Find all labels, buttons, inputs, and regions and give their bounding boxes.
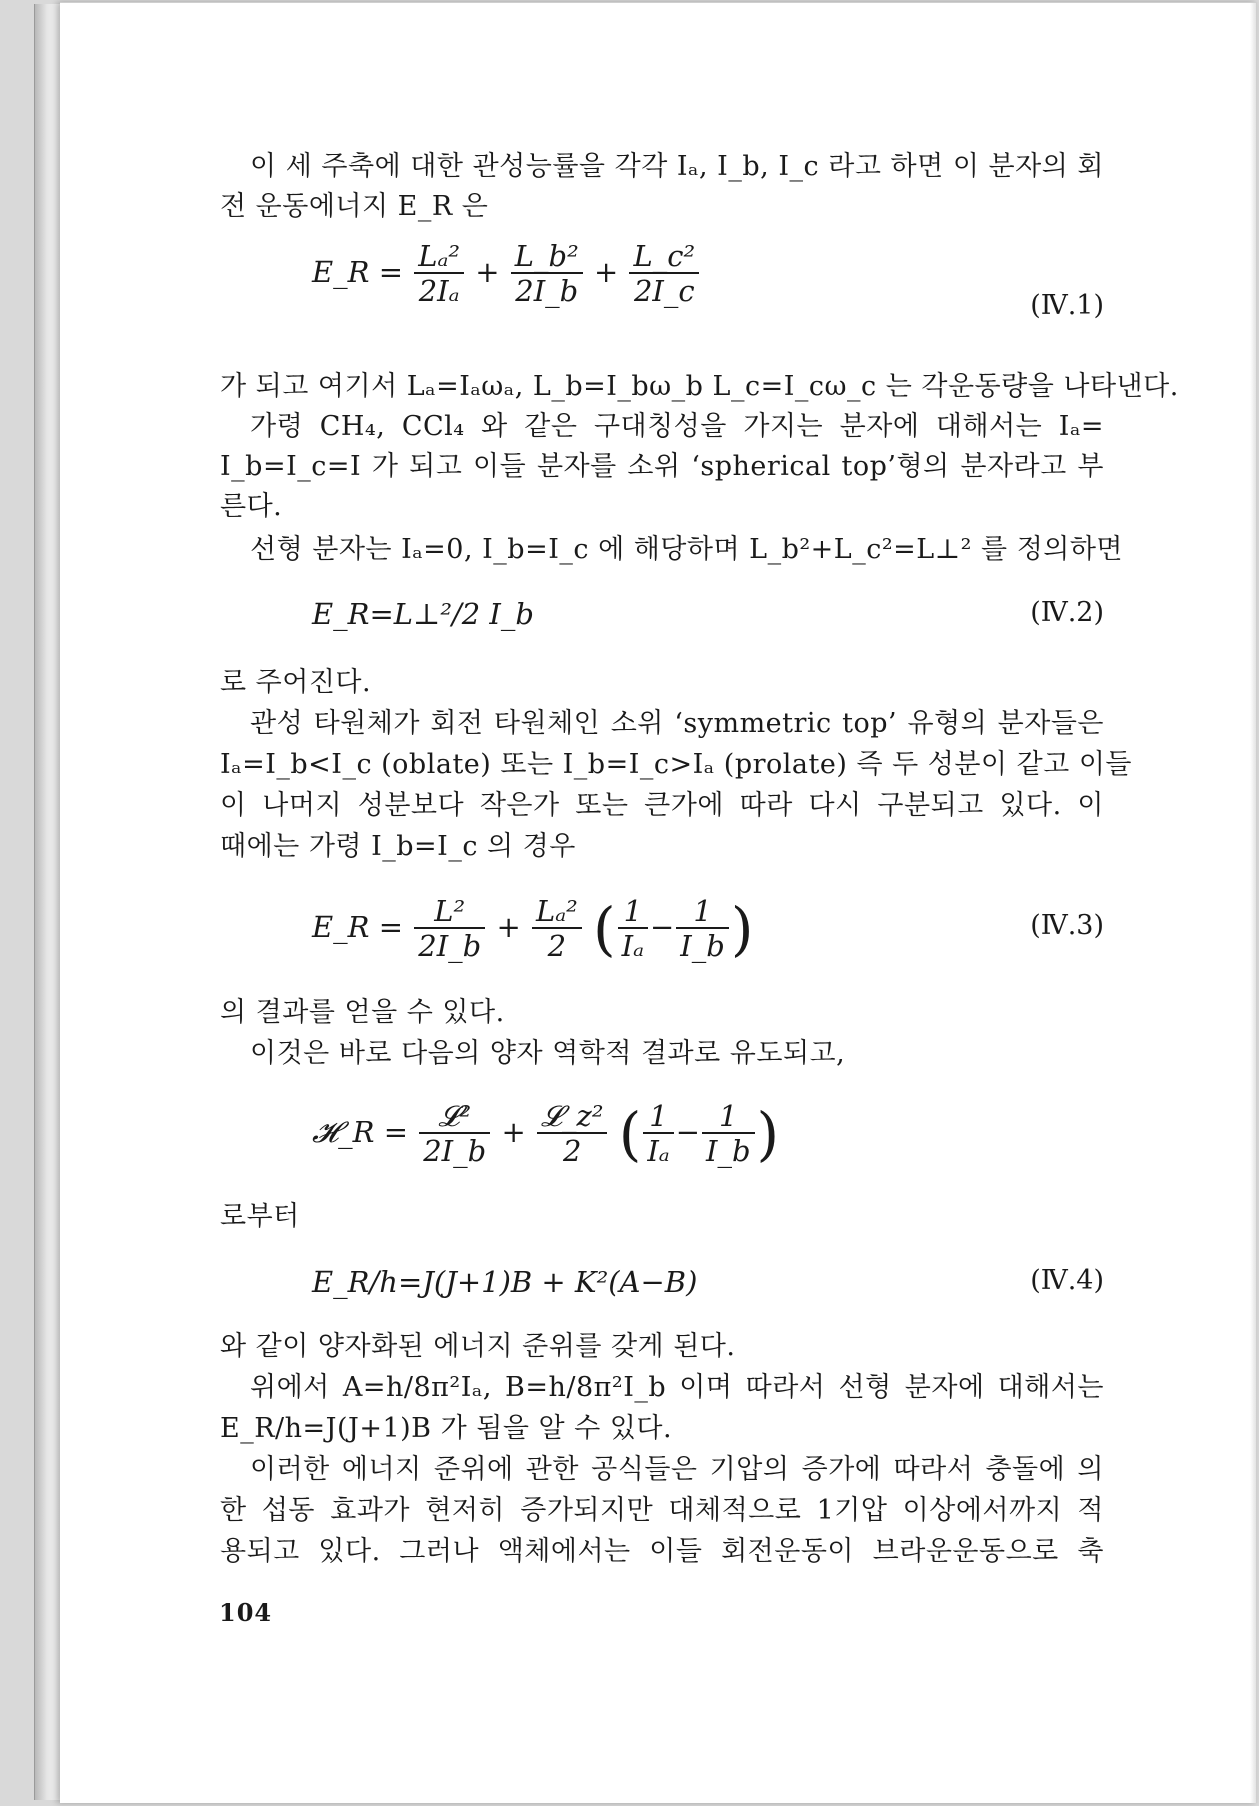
denominator: Iₐ [621,929,644,963]
text-line: I_b=I_c=I 가 되고 이들 분자를 소위 ‘spherical top’형의 분자라고 부 [220,451,1104,482]
fraction [702,1100,755,1168]
eq-lhs: E_R = [312,910,404,944]
fraction [643,1100,673,1168]
equation-hamiltonian [312,1100,779,1168]
plus-sign: + [501,1115,526,1149]
numerator: 1 [618,895,648,929]
right-paren: ) [730,895,754,963]
numerator: L_b² [511,240,583,274]
plus-sign: + [475,255,500,289]
eq-lhs: E_R = [312,255,404,289]
left-paren: ( [592,895,616,963]
equation-iv-4: E_R/h=J(J+1)B + K²(A−B) [312,1265,698,1299]
page-edge [1250,3,1256,1803]
text-line: 와 같이 양자화된 에너지 준위를 갖게 된다. [220,1331,736,1362]
text-line: 전 운동에너지 E_R 은 [220,191,489,222]
numerator: L² [414,895,485,929]
plus-sign: + [496,910,521,944]
fraction [629,240,699,308]
minus-sign: − [649,910,675,944]
denominator: 2 [562,1134,582,1168]
text-line: 이 세 주축에 대한 관성능률을 각각 Iₐ, I_b, I_c 라고 하면 이 분자의 회 [250,151,1104,182]
text-line: 의 결과를 얻을 수 있다. [220,997,505,1028]
equation-number: (Ⅳ.1) [1030,290,1104,321]
denominator: I_b [680,929,725,963]
equation-number: (Ⅳ.3) [1030,910,1104,941]
right-paren: ) [756,1100,780,1168]
equation-iv-2: E_R=L⊥²/2 I_b [312,597,534,631]
denominator: Iₐ [647,1134,670,1168]
numerator: 𝓛_z² [537,1100,608,1134]
denominator: 2 [547,929,567,963]
eq-lhs: 𝓗_R = [312,1115,409,1149]
denominator: 2I_b [423,1134,487,1168]
text-line: 관성 타원체가 회전 타원체인 소위 ‘symmetric top’ 유형의 분자들은 [250,708,1104,739]
text-line: 이러한 에너지 준위에 관한 공식들은 기압의 증가에 따라서 충돌에 의 [250,1454,1104,1485]
fraction [537,1100,608,1168]
text-line: E_R/h=J(J+1)B 가 됨을 알 수 있다. [220,1413,673,1444]
equation-number: (Ⅳ.2) [1030,597,1104,628]
numerator: Lₐ² [414,240,464,274]
text-line: 른다. [220,491,283,522]
fraction [419,1100,490,1168]
text-line: 로 주어진다. [220,667,372,698]
fraction [511,240,583,308]
numerator: 𝓛² [419,1100,490,1134]
fraction [618,895,648,963]
page-number: 104 [219,1598,273,1627]
text-line: 때에는 가령 I_b=I_c 의 경우 [220,831,576,862]
plus-sign: + [593,255,619,289]
numerator: 1 [702,1100,755,1134]
numerator: L_c² [629,240,699,274]
text-line: 선형 분자는 Iₐ=0, I_b=I_c 에 해당하며 L_b²+L_c²=L⊥² 를 정의하면 [250,534,1124,565]
text-line: 로부터 [220,1201,300,1232]
denominator: 2Iₐ [418,274,460,308]
fraction [414,240,464,308]
fraction [532,895,582,963]
text-line: 이것은 바로 다음의 양자 역학적 결과로 유도되고, [250,1038,846,1069]
minus-sign: − [675,1115,700,1149]
fraction [676,895,729,963]
text-line: 용되고 있다. 그러나 액체에서는 이들 회전운동이 브라운운동으로 축 [220,1536,1104,1567]
text-line: 이 나머지 성분보다 작은가 또는 큰가에 따라 다시 구분되고 있다. 이 [220,790,1104,821]
text-line: Iₐ=I_b<I_c (oblate) 또는 I_b=I_c>Iₐ (prolate) 즉 두 성분이 같고 이들 [220,749,1133,780]
left-paren: ( [618,1100,642,1168]
denominator: 2I_c [633,274,695,308]
equation-iv-1 [312,240,701,308]
numerator: 1 [676,895,729,929]
text-line: 가 되고 여기서 Lₐ=Iₐωₐ, L_b=I_bω_b L_c=I_cω_c 는 각운동량을 나타낸다. [220,371,1179,402]
numerator: Lₐ² [532,895,582,929]
numerator: 1 [643,1100,673,1134]
denominator: I_b [706,1134,751,1168]
text-line: 가령 CH₄, CCl₄ 와 같은 구대칭성을 가지는 분자에 대해서는 Iₐ= [250,411,1104,442]
text-line: 한 섭동 효과가 현저히 증가되지만 대체적으로 1기압 이상에서까지 적 [220,1495,1104,1526]
equation-number: (Ⅳ.4) [1030,1265,1104,1296]
text-line: 위에서 A=h/8π²Iₐ, B=h/8π²I_b 이며 따라서 선형 분자에 대해서는 [250,1372,1104,1403]
fraction [414,895,485,963]
equation-iv-3 [312,895,753,963]
denominator: 2I_b [515,274,579,308]
denominator: 2I_b [418,929,482,963]
